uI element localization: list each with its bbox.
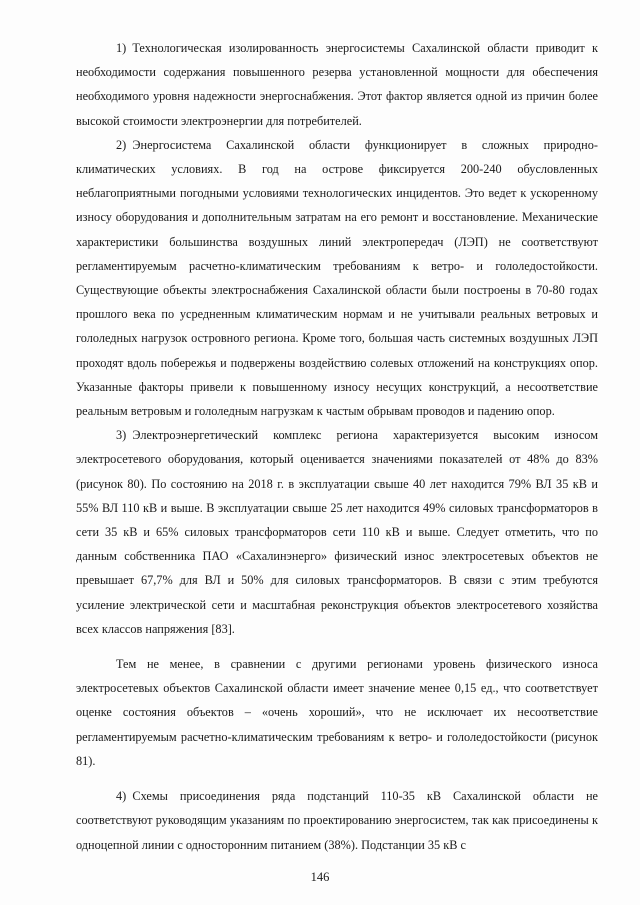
paragraph-gap bbox=[76, 773, 598, 784]
paragraph-5: 4) Схемы присоединения ряда подстанций 110-35 кВ Сахалинской области не соответствуют руководящим указаниям по проектированию энергосистем, так как присоединены к одноцепной линии с односторонним питанием (38%). Подстанции 35 кВ с bbox=[76, 789, 598, 852]
page-number: 146 bbox=[310, 870, 330, 884]
paragraph-gap bbox=[76, 641, 598, 652]
paragraph-4: Тем не менее, в сравнении с другими регионами уровень физического износа электросетевых объектов Сахалинской области имеет значение менее 0,15 ед., что соответствует оценке состояния объектов – «очень хороший», что не исключает их несоответствие регламентируемым расчетно-климатическим требованиям к ветро- и гололедостойкости (рисунок 81). bbox=[76, 657, 598, 768]
paragraph-1: 1) Технологическая изолированность энергосистемы Сахалинской области приводит к необходимости содержания повышенного резерва установленной мощности для обеспечения необходимого уровня надежности энергоснабжения. Этот фактор является одной из причин более высокой стоимости электроэнергии для потребителей. bbox=[76, 41, 598, 128]
paragraph-2: 2) Энергосистема Сахалинской области функционирует в сложных природно-климатических условиях. В год на острове фиксируется 200-240 обусловленных неблагоприятными погодными условиями технологических инцидентов. Это ведет к ускоренному износу оборудования и дополнительным затратам на его ремонт и восстановление. Механические характеристики большинства воздушных линий электропередач (ЛЭП) не соответствуют регламентируемым расчетно-климатическим требованиям к ветро- и гололедостойкости. Существующие объекты электроснабжения Сахалинской области были построены в 70-80 годах прошлого века по усредненным климатическим нормам и не учитывали реальных ветровых и гололедных нагрузок островного региона. Кроме того, большая часть системных воздушных ЛЭП проходят вдоль побережья и подвержены воздействию солевых отложений на конструкциях опор. Указанные факторы привели к повышенному износу несущих конструкций, а несоответствие реальным ветровым и гололедным нагрузкам к частым обрывам проводов и падению опор. bbox=[76, 137, 598, 419]
paragraph-3: 3) Электроэнергетический комплекс региона характеризуется высоким износом электросетевого оборудования, который оценивается значениями показателей от 48% до 83% (рисунок 80). По состоянию на 2018 г. в эксплуатации свыше 40 лет находится 79% ВЛ 35 кВ и 55% ВЛ 110 кВ и выше. В эксплуатации свыше 25 лет находится 49% силовых трансформаторов в сети 35 кВ и 65% силовых трансформаторов сети 110 кВ и выше. Следует отметить, что по данным собственника ПАО «Сахалинэнерго» физический износ электросетевых объектов не превышает 67,7% для ВЛ и 50% для силовых трансформаторов. В связи с этим требуются усиление электрической сети и масштабная реконструкция объектов электросетевого хозяйства всех классов напряжения [83]. bbox=[76, 428, 598, 636]
body-text bbox=[76, 36, 598, 857]
